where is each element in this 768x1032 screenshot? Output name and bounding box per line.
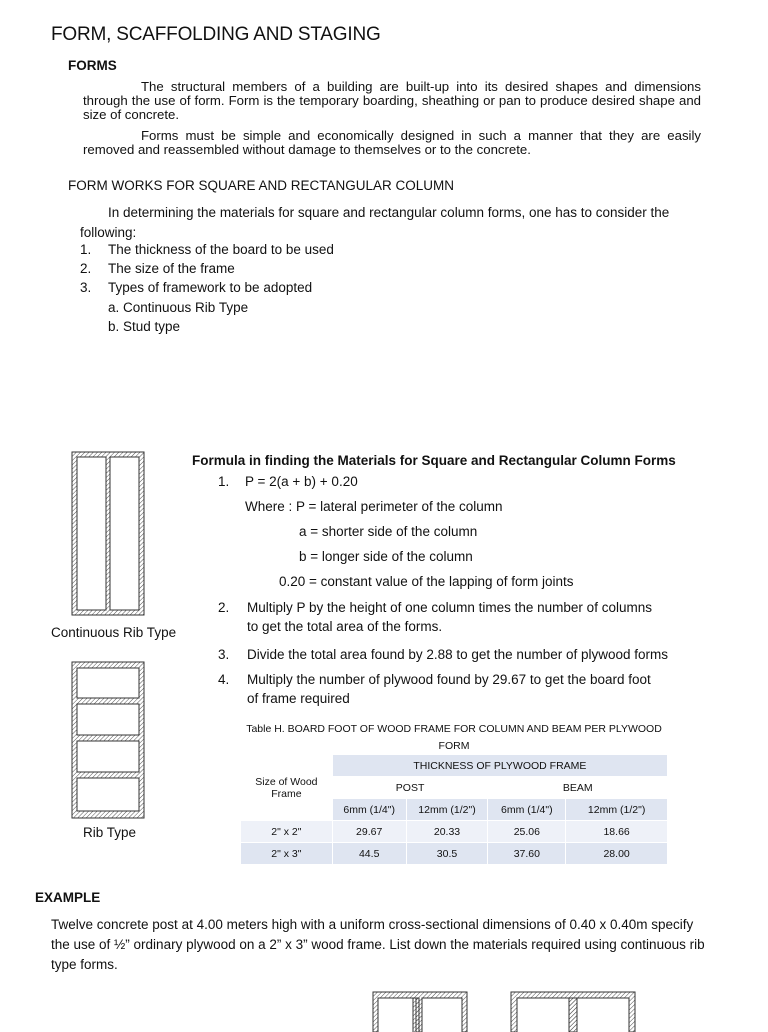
formula-perimeter: P = 2(a + b) + 0.20 bbox=[245, 474, 358, 489]
column-header: 6mm (1/4") bbox=[488, 799, 566, 821]
rib-type-diagram bbox=[72, 662, 144, 818]
table-cell: 2" x 2" bbox=[241, 821, 333, 843]
board-foot-table bbox=[240, 720, 668, 865]
column-forms-heading: FORM WORKS FOR SQUARE AND RECTANGULAR COLUMN bbox=[68, 178, 455, 193]
forms-heading: FORMS bbox=[68, 58, 117, 73]
step-number: 3. bbox=[218, 647, 230, 662]
formula-step-3: Divide the total area found by 2.88 to get the number of plywood forms bbox=[247, 647, 668, 662]
continuous-rib-caption: Continuous Rib Type bbox=[51, 625, 177, 640]
column-forms-intro: In determining the materials for square and rectangular column forms, one has to consider the following: bbox=[80, 205, 670, 240]
list-item: 3. Types of framework to be adopted bbox=[80, 280, 313, 295]
table-cell: 44.5 bbox=[332, 843, 406, 865]
list-item: 1. The thickness of the board to be used bbox=[80, 242, 334, 257]
table-caption: Table H. BOARD FOOT OF WOOD FRAME FOR COLUMN AND BEAM PER PLYWOOD bbox=[241, 721, 668, 738]
table-cell: 30.5 bbox=[406, 843, 488, 865]
formula-step-2-line-1: Multiply P by the height of one column times the number of columns bbox=[247, 600, 652, 615]
table-cell: 18.66 bbox=[566, 821, 668, 843]
forms-paragraph-2: Forms must be simple and economically designed in such a manner that they are easily removed and reassembled without damage to themselves or to the concrete. bbox=[83, 128, 701, 157]
formula-step-4-line-2: of frame required bbox=[247, 691, 350, 706]
example-heading: EXAMPLE bbox=[35, 890, 101, 905]
table-row bbox=[241, 821, 668, 843]
formula-def-a: a = shorter side of the column bbox=[299, 524, 478, 539]
continuous-rib-form-figure-left bbox=[373, 992, 467, 1032]
sub-list-item: a. Continuous Rib Type bbox=[108, 300, 249, 315]
formula-def-b: b = longer side of the column bbox=[299, 549, 473, 564]
formula-step-4-line-1: Multiply the number of plywood found by 29.67 to get the board foot bbox=[247, 672, 651, 687]
thickness-header: THICKNESS OF PLYWOOD FRAME bbox=[332, 755, 667, 777]
list-item: 2. The size of the frame bbox=[80, 261, 235, 276]
table-cell: 2" x 3" bbox=[241, 843, 333, 865]
rib-type-caption: Rib Type bbox=[83, 825, 137, 840]
formula-def-constant: 0.20 = constant value of the lapping of form joints bbox=[279, 574, 574, 589]
table-cell: 37.60 bbox=[488, 843, 566, 865]
table-row bbox=[241, 843, 668, 865]
continuous-rib-type-diagram bbox=[72, 452, 144, 615]
table-cell: 25.06 bbox=[488, 821, 566, 843]
sub-list-item: b. Stud type bbox=[108, 319, 181, 334]
page-title: FORM, SCAFFOLDING AND STAGING bbox=[51, 24, 381, 45]
step-number: 4. bbox=[218, 672, 230, 687]
formula-title: Formula in finding the Materials for Square and Rectangular Column Forms bbox=[192, 453, 676, 468]
size-header: Size of Wood Frame bbox=[241, 755, 333, 821]
formula-step-2-line-2: to get the total area of the forms. bbox=[247, 619, 443, 634]
step-number: 1. bbox=[218, 474, 230, 489]
table-cell: 20.33 bbox=[406, 821, 488, 843]
column-header: 12mm (1/2") bbox=[406, 799, 488, 821]
formula-where: Where : P = lateral perimeter of the column bbox=[245, 499, 503, 514]
table-cell: 29.67 bbox=[332, 821, 406, 843]
table-caption-continued: FORM bbox=[241, 738, 668, 755]
column-header: 12mm (1/2") bbox=[566, 799, 668, 821]
post-header: POST bbox=[332, 777, 488, 799]
table-cell: 28.00 bbox=[566, 843, 668, 865]
example-text: Twelve concrete post at 4.00 meters high with a uniform cross-sectional dimensions of 0.40 x 0.40m specify the use of ½” ordinary plywood on a 2” x 3” wood frame. List down the materials required using continuous rib type forms. bbox=[51, 917, 705, 972]
continuous-rib-form-figure-right bbox=[511, 992, 635, 1032]
forms-paragraph-1: The structural members of a building are built-up into its desired shapes and dimensions through the use of form. Form is the temporary boarding, sheathing or pan to produce desired shape and size of concrete. bbox=[83, 79, 701, 122]
step-number: 2. bbox=[218, 600, 230, 615]
beam-header: BEAM bbox=[488, 777, 668, 799]
column-header: 6mm (1/4") bbox=[332, 799, 406, 821]
